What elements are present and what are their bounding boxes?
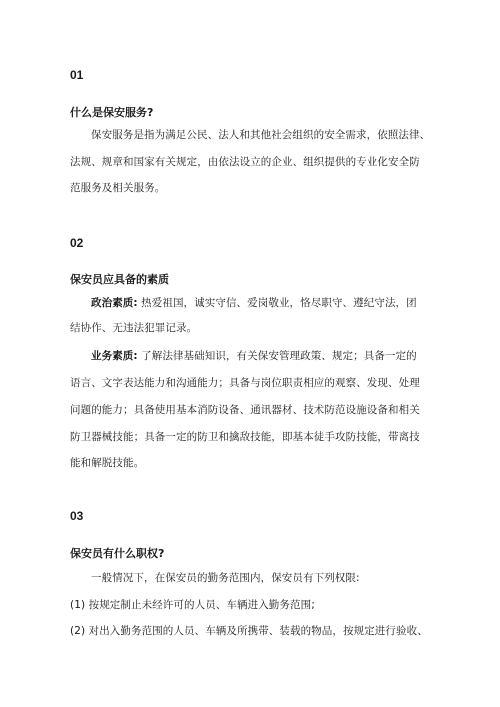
paragraph-line: 防卫器械技能；具备一定的防卫和擒敌技能，即基本徒手攻防技能，带离技 <box>70 431 420 443</box>
paragraph-text: 了解法律基础知识，有关保安管理政策、规定；具备一定的 <box>141 350 417 362</box>
paragraph-line <box>91 295 471 310</box>
list-item: (2) 对出入勤务范围的人员、车辆及所携带、装载的物品，按规定进行验收、 <box>70 625 428 637</box>
paragraph-line: 一般情况下，在保安员的勤务范围内，保安员有下列权限: <box>91 572 360 584</box>
section-number: 01 <box>70 68 84 82</box>
section-number: 03 <box>70 509 84 523</box>
paragraph-label: 业务素质: <box>91 350 138 362</box>
section-heading: 保安员应具备的素质 <box>70 273 169 286</box>
section-heading: 保安员有什么职权? <box>70 547 165 560</box>
section-number: 02 <box>70 236 84 250</box>
list-item: (1) 按规定制止未经许可的人员、车辆进入勤务范围; <box>70 599 315 611</box>
paragraph-line: 语言、文字表达能力和沟通能力；具备与岗位职责相应的观察、发现、处理 <box>70 377 420 389</box>
paragraph-line <box>91 348 471 363</box>
paragraph-line: 问题的能力；具备使用基本消防设备、通讯器材、技术防范设施设备和相关 <box>70 404 420 416</box>
paragraph-line: 能和解脱技能。 <box>70 457 145 469</box>
paragraph-label: 政治素质: <box>91 297 138 309</box>
section-heading: 什么是保安服务? <box>70 106 154 119</box>
paragraph-text: 热爱祖国，诚实守信、爱岗敬业，恪尽职守、遵纪守法，团 <box>141 297 417 309</box>
paragraph-line: 保安服务是指为满足公民、法人和其他社会组织的安全需求，依照法律、 <box>91 129 431 141</box>
paragraph-line: 结协作、无违法犯罪记录。 <box>70 322 198 334</box>
paragraph-line: 范服务及相关服务。 <box>70 182 166 194</box>
paragraph-line: 法规、规章和国家有关规定，由依法设立的企业、组织提供的专业化安全防 <box>70 156 420 168</box>
